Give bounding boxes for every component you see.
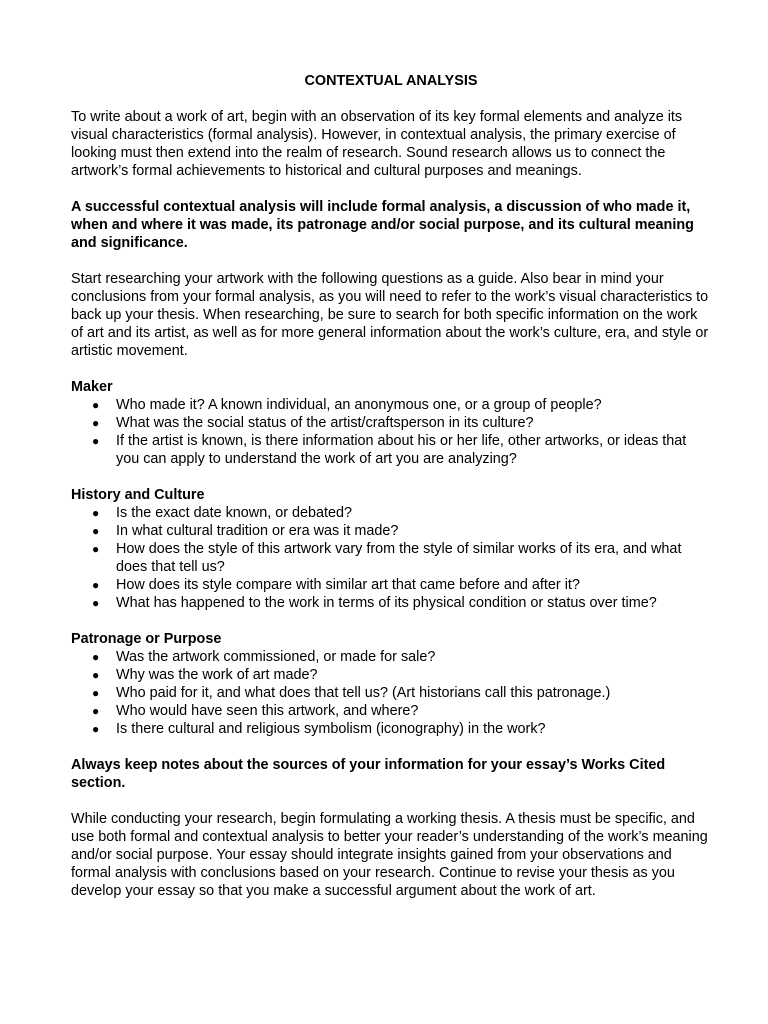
bullet-icon: ●: [92, 434, 100, 448]
bullet-icon: ●: [92, 398, 100, 412]
list-item: ● If the artist is known, is there information about his or her life, other artworks, or ideas that you can apply to understand the work of art you are analyzing?: [92, 433, 687, 467]
thesis-statement: A successful contextual analysis will include formal analysis, a discussion of who made it, when and where it was made, its patronage and/or social purpose, and its cultural meaning and significance.: [71, 199, 694, 251]
section-heading: Maker: [71, 379, 113, 395]
bullet-icon: ●: [92, 686, 100, 700]
document-page: [71, 72, 711, 918]
bullet-icon: ●: [92, 416, 100, 430]
question-list: [71, 504, 711, 612]
question-list: [71, 648, 711, 738]
bullet-icon: ●: [92, 506, 100, 520]
guide-paragraph: Start researching your artwork with the following questions as a guide. Also bear in mind your conclusions from your formal analysis, as you will need to refer to the work’s visual characteristics to back up your thesis. When researching, be sure to search for both specific information on the work of art and its artist, as well as for more general information about the work’s culture, era, and style or artistic movement.: [71, 271, 709, 359]
bullet-icon: ●: [92, 722, 100, 736]
list-item: ● Why was the work of art made?: [92, 667, 318, 683]
list-item: ● Is the exact date known, or debated?: [92, 505, 353, 521]
list-item: ● Who would have seen this artwork, and where?: [92, 703, 419, 719]
list-item: ● Who paid for it, and what does that tell us? (Art historians call this patronage.): [92, 685, 611, 701]
bullet-icon: ●: [92, 668, 100, 682]
closing-paragraph: While conducting your research, begin formulating a working thesis. A thesis must be specific, and use both formal and contextual analysis to better your reader’s understanding of the work’s meaning and/or social purpose. Your essay should integrate insights gained from your observations and formal analysis with conclusions based on your research. Continue to revise your thesis as you develop your essay so that you make a successful argument about the work of art.: [71, 811, 708, 899]
list-item: ● Who made it? A known individual, an anonymous one, or a group of people?: [92, 397, 602, 413]
list-item: ● In what cultural tradition or era was it made?: [92, 523, 399, 539]
section-maker: [71, 378, 711, 468]
notes-reminder: Always keep notes about the sources of your information for your essay’s Works Cited section.: [71, 757, 666, 791]
list-item: ● Is there cultural and religious symbolism (iconography) in the work?: [92, 721, 546, 737]
list-item: ● What has happened to the work in terms of its physical condition or status over time?: [92, 595, 657, 611]
bullet-icon: ●: [92, 524, 100, 538]
section-history-culture: [71, 486, 711, 612]
question-list: [71, 396, 711, 468]
bullet-icon: ●: [92, 704, 100, 718]
list-item: ● What was the social status of the artist/craftsperson in its culture?: [92, 415, 534, 431]
section-heading: History and Culture: [71, 487, 205, 503]
bullet-icon: ●: [92, 578, 100, 592]
intro-paragraph: To write about a work of art, begin with an observation of its key formal elements and analyze its visual characteristics (formal analysis). However, in contextual analysis, the primary exercise of looking must then extend into the realm of research. Sound research allows us to connect the artwork’s formal achievements to historical and cultural purposes and meanings.: [71, 109, 683, 179]
section-patronage-purpose: [71, 630, 711, 738]
list-item: ● How does the style of this artwork vary from the style of similar works of its era, and what does that tell us?: [92, 541, 682, 575]
list-item: ● Was the artwork commissioned, or made for sale?: [92, 649, 436, 665]
bullet-icon: ●: [92, 542, 100, 556]
bullet-icon: ●: [92, 596, 100, 610]
section-heading: Patronage or Purpose: [71, 631, 222, 647]
document-title: CONTEXTUAL ANALYSIS: [304, 73, 478, 89]
list-item: ● How does its style compare with similar art that came before and after it?: [92, 577, 580, 593]
bullet-icon: ●: [92, 650, 100, 664]
